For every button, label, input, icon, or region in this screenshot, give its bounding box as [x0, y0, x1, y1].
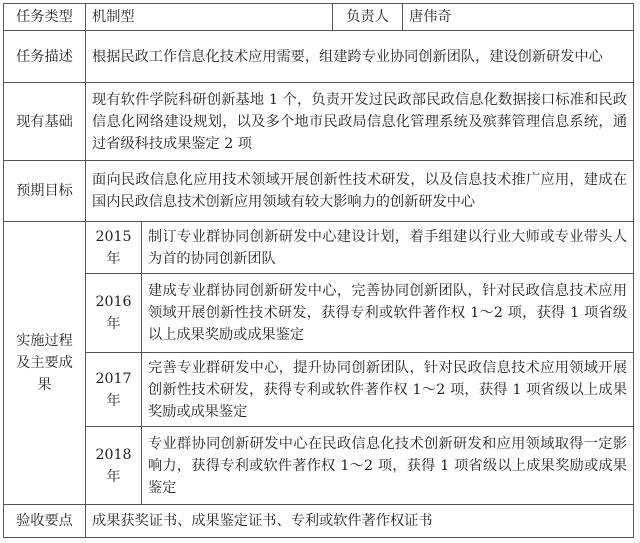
acceptance-label: 验收要点	[4, 505, 86, 538]
acceptance-text: 成果获奖证书、成果鉴定证书、专利或软件著作权证书	[86, 505, 634, 538]
implementation-row	[4, 427, 634, 505]
year-text: 完善专业群研发中心，提升协同创新团队，针对民政信息技术应用领域开展创新性技术研发，获得专利或软件著作权 1～2 项，获得 1 项省级以上成果奖励或成果鉴定	[142, 353, 634, 427]
implementation-row	[4, 274, 634, 353]
header-row	[4, 4, 634, 31]
year-text: 建成专业群协同创新研发中心，完善协同创新团队，针对民政信息技术应用领域开展创新性技术研发，获得专利或软件著作权 1～2 项，获得 1 项省级以上成果奖励或成果鉴定	[142, 274, 634, 353]
task-type-label: 任务类型	[4, 4, 86, 31]
task-type-value: 机制型	[86, 4, 333, 31]
year-cell: 2016 年	[86, 274, 142, 353]
goal-text: 面向民政信息化应用技术领域开展创新性技术研发，以及信息技术推广应用，建成在国内民政信息技术创新应用领域有较大影响力的创新研发中心	[86, 161, 634, 222]
year-text: 制订专业群协同创新研发中心建设计划，着手组建以行业大师或专业带头人为首的协同创新团队	[142, 222, 634, 274]
goal-label: 预期目标	[4, 161, 86, 222]
year-cell: 2015 年	[86, 222, 142, 274]
year-cell: 2018 年	[86, 427, 142, 505]
owner-label: 负责人	[333, 4, 403, 31]
task-table	[3, 3, 634, 538]
acceptance-row	[4, 505, 634, 538]
foundation-label: 现有基础	[4, 83, 86, 161]
description-label: 任务描述	[4, 31, 86, 83]
goal-row	[4, 161, 634, 222]
implementation-row	[4, 353, 634, 427]
description-row	[4, 31, 634, 83]
year-cell: 2017 年	[86, 353, 142, 427]
implementation-row	[4, 222, 634, 274]
owner-value: 唐伟奇	[403, 4, 634, 31]
foundation-row	[4, 83, 634, 161]
foundation-text: 现有软件学院科研创新基地 1 个，负责开发过民政部民政信息化数据接口标准和民政信息化网络建设规划，以及多个地市民政局信息化管理系统及殡葬管理信息系统，通过省级科技成果鉴定 2 项	[86, 83, 634, 161]
year-text: 专业群协同创新研发中心在民政信息化技术创新研发和应用领域取得一定影响力，获得专利或软件著作权 1～2 项，获得 1 项省级以上成果奖励或成果鉴定	[142, 427, 634, 505]
description-text: 根据民政工作信息化技术应用需要，组建跨专业协同创新团队，建设创新研发中心	[86, 31, 634, 83]
implementation-label: 实施过程及主要成果	[4, 222, 86, 505]
